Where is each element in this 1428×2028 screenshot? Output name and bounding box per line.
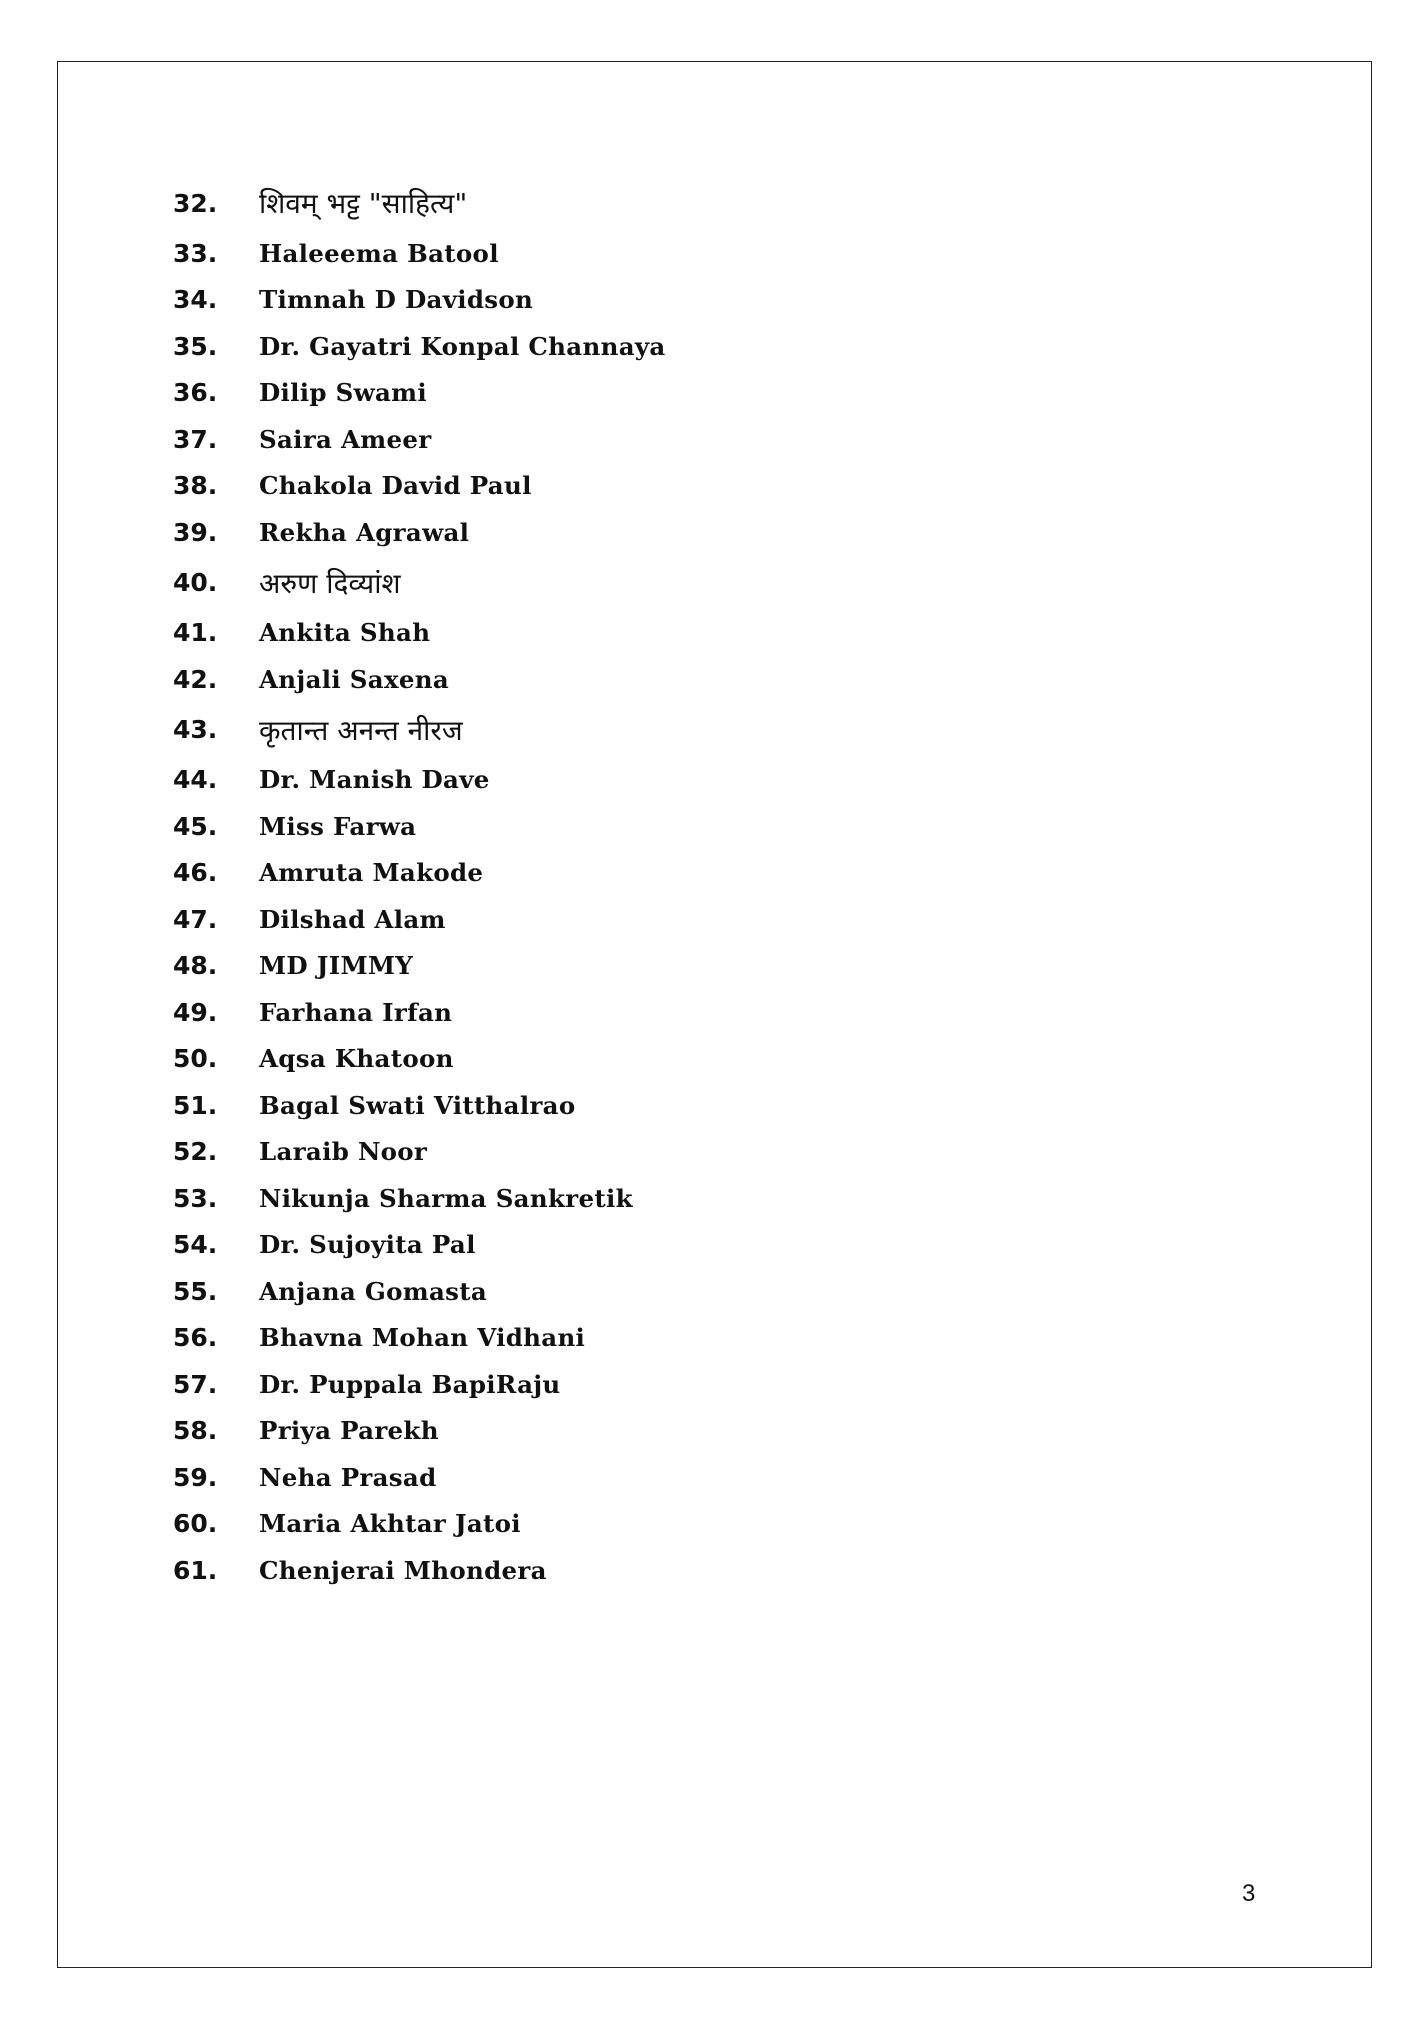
list-item-number: 33.: [173, 238, 218, 268]
list-item: [173, 323, 666, 370]
list-item: [173, 1082, 666, 1129]
list-item-number: 32.: [173, 188, 218, 218]
list-item-name: Miss Farwa: [259, 811, 417, 841]
list-item-name: Dilshad Alam: [259, 904, 446, 934]
list-item-number: 46.: [173, 858, 218, 888]
list-item-name: Chenjerai Mhondera: [259, 1555, 547, 1585]
list-item-number: 51.: [173, 1090, 218, 1120]
list-item: [173, 1268, 666, 1315]
page-number: 3: [1242, 1880, 1256, 1907]
list-item-name: Dr. Gayatri Konpal Channaya: [259, 331, 666, 361]
list-item: [173, 463, 666, 510]
list-item-name: Bhavna Mohan Vidhani: [259, 1323, 586, 1353]
list-item-name: शिवम् भट्ट "साहित्य": [259, 187, 468, 220]
list-item-name: Timnah D Davidson: [259, 285, 534, 315]
list-item: [173, 656, 666, 703]
list-item-name: Dr. Sujoyita Pal: [259, 1230, 476, 1260]
list-item-name: Anjali Saxena: [259, 664, 450, 694]
list-item-number: 59.: [173, 1462, 218, 1492]
list-item: [173, 1222, 666, 1269]
list-item-number: 40.: [173, 568, 218, 597]
list-item: [173, 230, 666, 277]
list-item-number: 43.: [173, 715, 218, 744]
list-item-number: 37.: [173, 424, 218, 454]
list-item-name: Maria Akhtar Jatoi: [259, 1509, 521, 1539]
list-item: [173, 1408, 666, 1455]
list-item-name: Priya Parekh: [259, 1416, 439, 1446]
list-item-number: 38.: [173, 471, 218, 501]
list-item: [173, 1315, 666, 1362]
list-item: [173, 610, 666, 657]
list-item: [173, 1129, 666, 1176]
list-item-name: Anjana Gomasta: [259, 1276, 488, 1306]
list-item: [173, 370, 666, 417]
list-item-number: 45.: [173, 811, 218, 841]
list-item: [173, 703, 666, 757]
list-item: [173, 1036, 666, 1083]
list-item-number: 53.: [173, 1183, 218, 1213]
list-item-number: 34.: [173, 285, 218, 315]
list-item: [173, 1175, 666, 1222]
list-item-number: 52.: [173, 1137, 218, 1167]
list-item-number: 49.: [173, 997, 218, 1027]
list-item-name: Haleeema Batool: [259, 238, 499, 268]
list-item-name: Bagal Swati Vitthalrao: [259, 1090, 576, 1120]
list-item: [173, 803, 666, 850]
list-item-name: Aqsa Khatoon: [259, 1044, 454, 1074]
list-item-name: Saira Ameer: [259, 424, 432, 454]
list-item-name: Laraib Noor: [259, 1137, 428, 1167]
list-item-name: Neha Prasad: [259, 1462, 437, 1492]
list-item-number: 36.: [173, 378, 218, 408]
list-item-number: 56.: [173, 1323, 218, 1353]
list-item-name: Dr. Manish Dave: [259, 765, 490, 795]
list-item-name: अरुण दिव्यांश: [259, 566, 401, 600]
list-item: [173, 1501, 666, 1548]
list-item-name: Nikunja Sharma Sankretik: [259, 1183, 633, 1213]
list-item-number: 42.: [173, 664, 218, 694]
list-item-number: 48.: [173, 951, 218, 981]
list-item-number: 55.: [173, 1276, 218, 1306]
list-item: [173, 850, 666, 897]
list-item-number: 61.: [173, 1555, 218, 1585]
list-item: [173, 989, 666, 1036]
list-item-name: Farhana Irfan: [259, 997, 453, 1027]
list-item: [173, 943, 666, 990]
list-item-number: 35.: [173, 331, 218, 361]
list-item-number: 60.: [173, 1509, 218, 1539]
list-item: [173, 1361, 666, 1408]
list-item-name: Rekha Agrawal: [259, 517, 470, 547]
list-item-number: 57.: [173, 1369, 218, 1399]
list-item-name: Dilip Swami: [259, 378, 428, 408]
list-item-number: 39.: [173, 517, 218, 547]
list-item-name: Amruta Makode: [259, 858, 484, 888]
list-item: [173, 556, 666, 610]
list-item: [173, 1454, 666, 1501]
list-item-name: Chakola David Paul: [259, 471, 532, 501]
list-item-name: कृतान्त अनन्त नीरज: [259, 713, 463, 747]
list-item-number: 47.: [173, 904, 218, 934]
list-item-number: 54.: [173, 1230, 218, 1260]
list-item-number: 41.: [173, 618, 218, 648]
list-item-name: Dr. Puppala BapiRaju: [259, 1369, 561, 1399]
list-item: [173, 757, 666, 804]
list-item-number: 44.: [173, 765, 218, 795]
list-item-number: 50.: [173, 1044, 218, 1074]
list-item: [173, 416, 666, 463]
list-item-name: Ankita Shah: [259, 618, 431, 648]
list-item: [173, 176, 666, 230]
list-item-number: 58.: [173, 1416, 218, 1446]
list-item: [173, 1547, 666, 1594]
participant-list: [173, 176, 666, 1594]
list-item: [173, 896, 666, 943]
list-item: [173, 277, 666, 324]
list-item-name: MD JIMMY: [259, 951, 414, 981]
list-item: [173, 509, 666, 556]
